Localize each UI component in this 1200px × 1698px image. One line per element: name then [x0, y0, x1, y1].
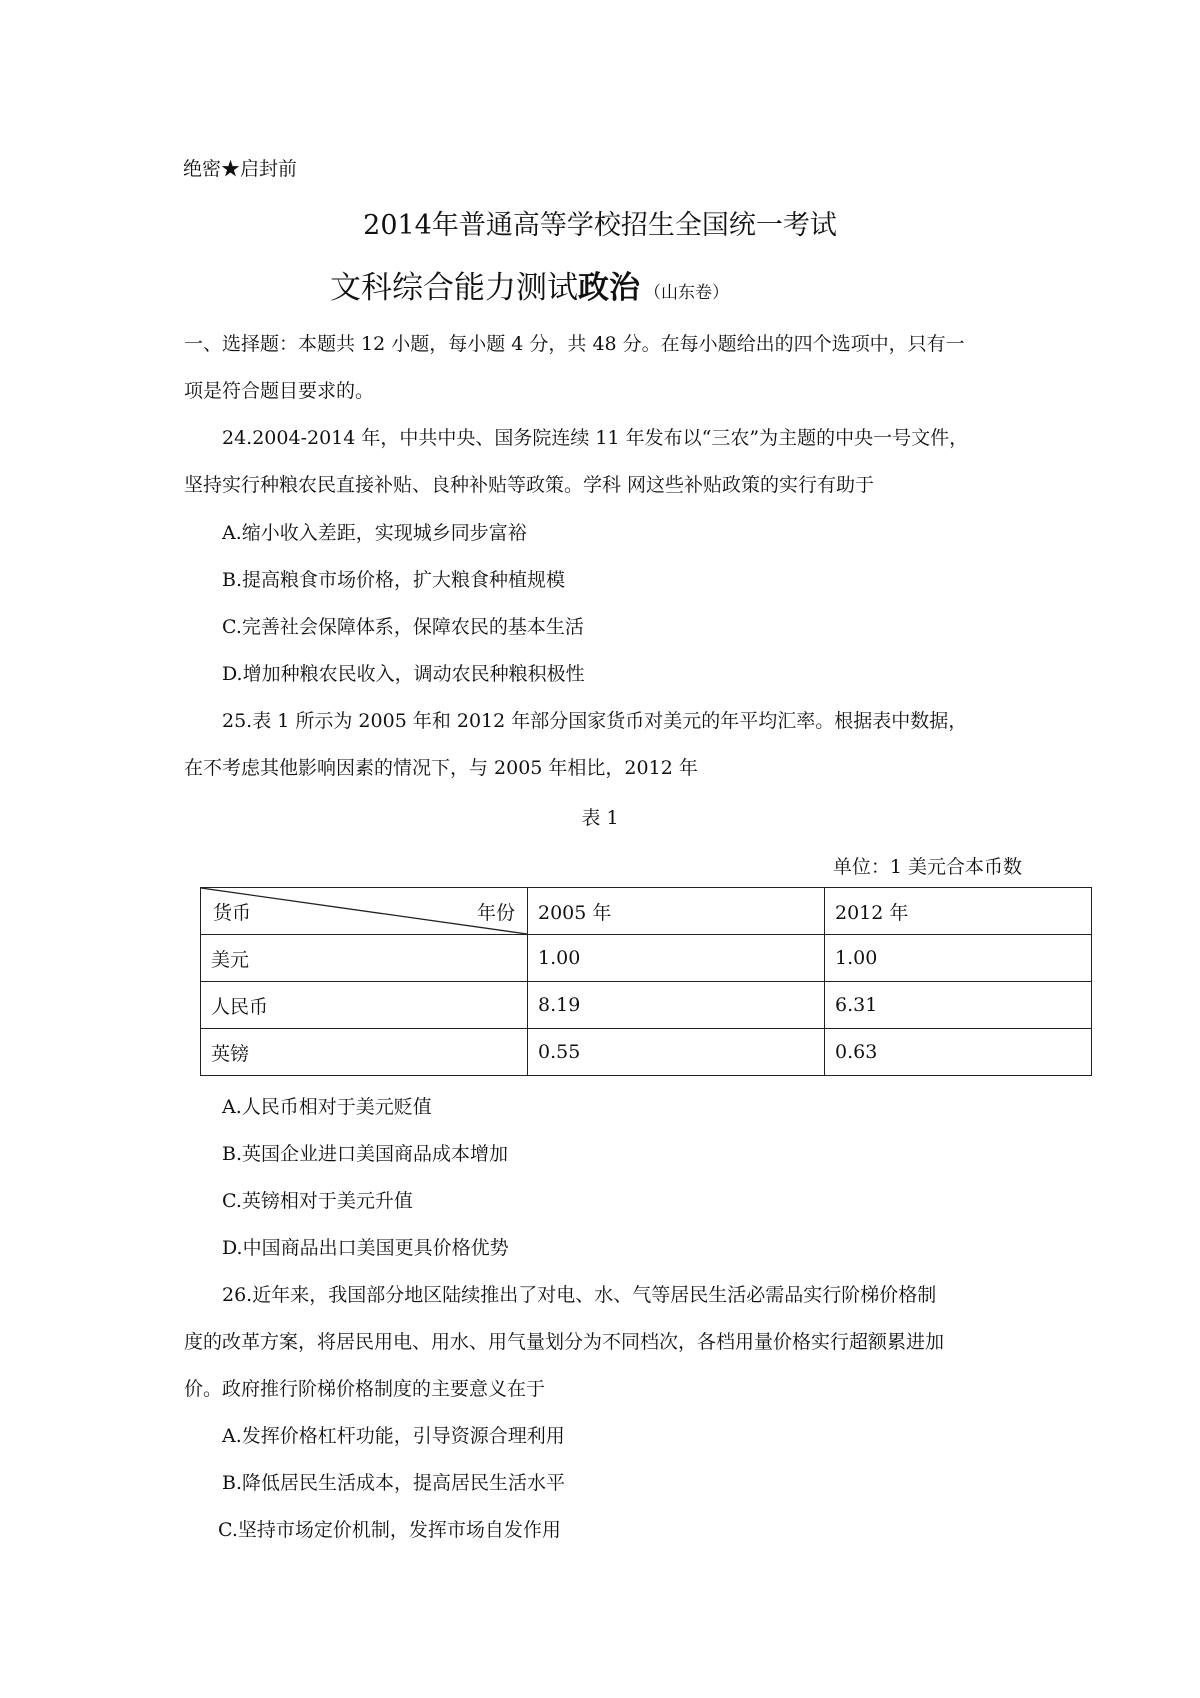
- row-value-2012: 6.31: [825, 982, 1092, 1029]
- subtitle-region: （山东卷）: [644, 283, 729, 303]
- table-row: [201, 935, 1092, 982]
- table-unit: 单位：1 美元合本币数: [832, 856, 1022, 878]
- q24-stem-line2: 坚持实行种粮农民直接补贴、良种补贴等政策。学科 网这些补贴政策的实行有助于: [184, 474, 875, 496]
- subtitle-subject: 政治: [578, 270, 640, 306]
- corner-currency-label: 货币: [213, 902, 252, 924]
- q26-option-b: B.降低居民生活成本，提高居民生活水平: [222, 1472, 566, 1494]
- section-instruction-line1: 一、选择题：本题共 12 小题，每小题 4 分，共 48 分。在每小题给出的四个选项中，只有一: [184, 333, 965, 355]
- q25-option-a: A.人民币相对于美元贬值: [222, 1096, 432, 1118]
- q26-stem-line2: 度的改革方案，将居民用电、用水、用气量划分为不同档次，各档用量价格实行超额累进加: [184, 1331, 945, 1353]
- q25-option-d: D.中国商品出口美国更具价格优势: [222, 1237, 509, 1259]
- q25-stem-line1: 25.表 1 所示为 2005 年和 2012 年部分国家货币对美元的年平均汇率。根据表中数据，: [222, 710, 968, 732]
- col-header-2005: 2005 年: [528, 888, 825, 935]
- exam-subtitle: [330, 268, 729, 308]
- subtitle-main: 文科综合能力测试: [330, 270, 578, 306]
- table-row: [201, 982, 1092, 1029]
- table-caption: 表 1: [581, 807, 619, 829]
- q26-option-a: A.发挥价格杠杆功能，引导资源合理利用: [222, 1425, 565, 1447]
- exam-title: 2014年普通高等学校招生全国统一考试: [363, 210, 837, 241]
- row-currency: 人民币: [201, 982, 528, 1029]
- table-corner-cell: [201, 888, 528, 935]
- corner-year-label: 年份: [476, 902, 515, 924]
- q25-option-b: B.英国企业进口美国商品成本增加: [222, 1143, 509, 1165]
- q26-stem-line3: 价。政府推行阶梯价格制度的主要意义在于: [184, 1378, 546, 1400]
- row-value-2012: 0.63: [825, 1029, 1092, 1076]
- row-value-2005: 8.19: [528, 982, 825, 1029]
- q24-option-d: D.增加种粮农民收入，调动农民种粮积极性: [222, 663, 585, 685]
- table-header-row: [201, 888, 1092, 935]
- row-currency: 英镑: [201, 1029, 528, 1076]
- q26-option-c: C.坚持市场定价机制，发挥市场自发作用: [218, 1519, 561, 1541]
- row-currency: 美元: [201, 935, 528, 982]
- exchange-rate-table: [200, 887, 1092, 1076]
- confidential-header: 绝密★启封前: [183, 158, 298, 180]
- section-instruction-line2: 项是符合题目要求的。: [184, 380, 375, 402]
- row-value-2012: 1.00: [825, 935, 1092, 982]
- q24-option-a: A.缩小收入差距，实现城乡同步富裕: [222, 522, 527, 544]
- col-header-2012: 2012 年: [825, 888, 1092, 935]
- q25-stem-line2: 在不考虑其他影响因素的情况下，与 2005 年相比，2012 年: [184, 757, 698, 779]
- q26-stem-line1: 26.近年来，我国部分地区陆续推出了对电、水、气等居民生活必需品实行阶梯价格制: [222, 1284, 937, 1306]
- row-value-2005: 1.00: [528, 935, 825, 982]
- q25-option-c: C.英镑相对于美元升值: [222, 1190, 413, 1212]
- table-row: [201, 1029, 1092, 1076]
- q24-option-b: B.提高粮食市场价格，扩大粮食种植规模: [222, 569, 566, 591]
- q24-option-c: C.完善社会保障体系，保障农民的基本生活: [222, 616, 584, 638]
- q24-stem-line1: 24.2004-2014 年，中共中央、国务院连续 11 年发布以“三农”为主题的中央一号文件，: [222, 427, 969, 449]
- row-value-2005: 0.55: [528, 1029, 825, 1076]
